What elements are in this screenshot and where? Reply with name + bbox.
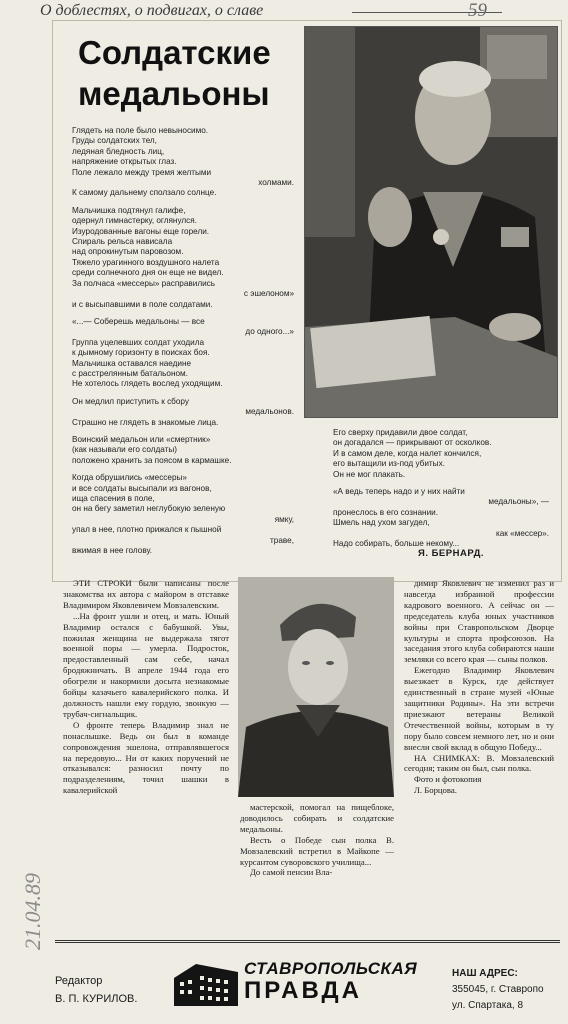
poem-line: и с высыпавшими в поле солдатами. [72, 299, 213, 309]
article-paragraph: Л. Борцова. [414, 785, 457, 796]
poem-line: Груды солдатских тел, [72, 136, 157, 146]
handwritten-date [14, 800, 54, 950]
poem-line: положено хранить за поясом в кармашке. [72, 455, 232, 465]
poem-line: Группа уцелевших солдат уходила [72, 337, 205, 347]
poem-line: и все солдаты высыпали из вагонов, [72, 483, 212, 493]
stanza-gap [72, 390, 294, 397]
poem-line: ища спасения в поле, [72, 494, 155, 503]
poem-line: он на бегу заметил неглубокую зеленую [72, 504, 226, 514]
poem-line: «А ведь теперь надо и у них найти [333, 487, 465, 497]
poem-line: ледяная бледность лиц, [72, 146, 165, 156]
poem-line: холмами. [258, 178, 294, 188]
article-paragraph: Фото и фотокопия [414, 774, 482, 785]
poem-part-1 [72, 126, 294, 556]
poem-line: И в самом деле, когда налет кончился, [333, 448, 482, 458]
poem-line: медальонов. [245, 407, 294, 417]
address-line-2: ул. Спартака, 8 [452, 1000, 524, 1011]
stanza-gap [333, 480, 549, 487]
poem-line: Его сверху придавили двое солдат, [333, 428, 468, 437]
poem-line: к дымному горизонту в поисках боя. [72, 348, 210, 358]
poem-line: Он не мог плакать. [333, 469, 406, 479]
young-soldier-photo-illustration [238, 577, 394, 797]
poem-line: Глядеть на поле было невыносимо. [72, 126, 209, 135]
poem-line: упал в нее, плотно прижался к пышной [72, 525, 222, 535]
poem-line: Изуродованные вагоны еще горели. [72, 226, 210, 236]
article-paragraph: До самой пенсии Вла- [250, 867, 333, 878]
poem-line: с расстрелянным батальоном. [72, 368, 188, 378]
poem-line: пронеслось в его сознании. [333, 507, 438, 517]
article-column-1 [63, 578, 229, 796]
poem-line: Мальчишка подтянул галифе, [72, 205, 186, 215]
poem-line: с эшелоном» [243, 289, 294, 299]
poem-line: до одного...» [245, 327, 294, 337]
poem-line: Поле лежало между тремя желтыми [72, 167, 212, 177]
section-rubric: О доблестях, о подвигах, о славе [40, 2, 264, 19]
young-soldier-photo [238, 577, 394, 797]
poem-line: К самому дальнему сползало солнце. [72, 188, 217, 198]
poem-line: напряжение открытых глаз. [72, 157, 177, 167]
address-label: НАШ АДРЕС: [452, 968, 518, 979]
veteran-photo-illustration [305, 27, 557, 417]
poem-line: Мальчишка оставался наедине [72, 358, 192, 368]
poem-line: Не хотелось глядеть вослед уходящим. [72, 379, 223, 389]
poem-line: он догадался — прикрывают от осколков. [333, 438, 492, 448]
veteran-photo [304, 26, 558, 418]
poem-line: его вытащили из-под убитых. [333, 459, 445, 469]
poem-line: вжимая в нее голову. [72, 546, 153, 556]
poem-line: Воинский медальон или «смертник» [72, 434, 211, 444]
stanza-gap [72, 310, 294, 317]
masthead-line-1: СТАВРОПОЛЬСКАЯ [244, 959, 418, 978]
article-paragraph: ...На фронт ушли и отец, и мать. Юный Владимир остался с бабушкой. Увы, пожилая женщина не выдержала тягот военной поры — умерла. Подросток, предоставленный сам себе, начал бродяжничать. В апреле 1944 года его обогрели и накормили досыта незнакомые бойцы казачьего кавалерийского полка. И должность нашли ему гордую, звонкую — трубач-сигнальщик. [63, 610, 229, 719]
stanza-gap [72, 199, 294, 206]
author-signature: Я. БЕРНАРД. [418, 548, 484, 559]
footer-divider [55, 940, 560, 943]
address-block [452, 966, 544, 1014]
editor-block [55, 972, 137, 1008]
newspaper-masthead [244, 958, 417, 1002]
poem-line: траве, [270, 535, 294, 545]
title-line-2: медальоны [78, 75, 270, 112]
poem-line: ямку, [274, 514, 294, 524]
poem-line: среди солнечного дня он еще не видел. [72, 268, 224, 278]
poem-part-2 [333, 428, 549, 549]
stanza-gap [72, 428, 294, 435]
masthead-line-2: ПРАВДА [244, 977, 362, 1004]
poem-line: одернул гимнастерку, оглянулся. [72, 216, 197, 226]
poem-line: Надо собирать, больше некому... [333, 539, 460, 549]
poem-line: Шмель над ухом загудел, [333, 518, 430, 528]
poem-line: За полчаса «мессеры» расправились [72, 278, 216, 288]
stanza-gap [72, 466, 294, 473]
address-line-1: 355045, г. Ставропо [452, 984, 544, 995]
editor-name: В. П. КУРИЛОВ. [55, 993, 138, 1005]
article-paragraph: Весть о Победе сын полка В. Мовзалевский встретил в Майкопе — курсантом суворовского училища... [240, 834, 394, 867]
article-title [78, 32, 271, 114]
poem-line: Страшно не глядеть в знакомые лица. [72, 417, 219, 427]
article-paragraph: О фронте теперь Владимир знал не понаслышке. Ведь он был в команде сопровождения эшелона, отправлявшегося на передовую... Ни от каких поручений не отказывался: разносил почту по подразделениям, точил шашки в кавалерийской [63, 719, 229, 796]
poem-line: (как называли его солдаты) [72, 445, 177, 455]
building-logo-icon [172, 960, 240, 1013]
handwritten-page-number: 59 [468, 0, 487, 21]
article-paragraph: димир Яковлевич не изменил раз и навсегда избранной профессии кадрового военного. А сейчас он — председатель клуба юных участников войны при Ставропольском Дворце культуры и спорта профсоюзов. На заседания этого клуба собираются наши земляки со всего края — сыны полков. [404, 578, 554, 665]
article-paragraph: ЭТИ СТРОКИ были написаны после знакомства их автора с майором в отставке Владимиром Яковлевичем Мовзалевским. [63, 578, 229, 610]
title-line-1: Солдатские [78, 34, 271, 71]
article-paragraph: Ежегодно Владимир Яковлевич выезжает в Курск, где действует единственный в стране музей «Юные защитники Родины». На эти встречи приезжают ветераны Великой Отечественной войны, которым в ту пору было совсем немного лет, но и они внесли свой вклад в общую Победу... [404, 665, 554, 752]
poem-line: Спираль рельса нависала [72, 237, 173, 247]
article-paragraph: НА СНИМКАХ: В. Мовзалевский сегодня; таким он был, сын полка. [404, 752, 554, 774]
article-column-2 [240, 802, 394, 878]
poem-line: Тяжело урагинного воздушного налета [72, 257, 220, 267]
article-column-3 [404, 578, 554, 796]
poem-line: над опрокинутым паровозом. [72, 247, 184, 257]
poem-line: «...— Соберешь медальоны — все [72, 316, 205, 326]
poem-line: Когда обрушились «мессеры» [72, 473, 187, 483]
poem-line: Он медлил приступить к сбору [72, 396, 189, 406]
poem-line: как «мессер». [495, 528, 549, 538]
handwritten-date-text: 21.04.89 [20, 873, 45, 950]
poem-line: медальоны», — [488, 497, 549, 507]
article-paragraph: мастерской, помогал на пищеблоке, доводилось собирать и солдатские медальоны. [240, 802, 394, 834]
editor-label: Редактор [55, 975, 103, 987]
